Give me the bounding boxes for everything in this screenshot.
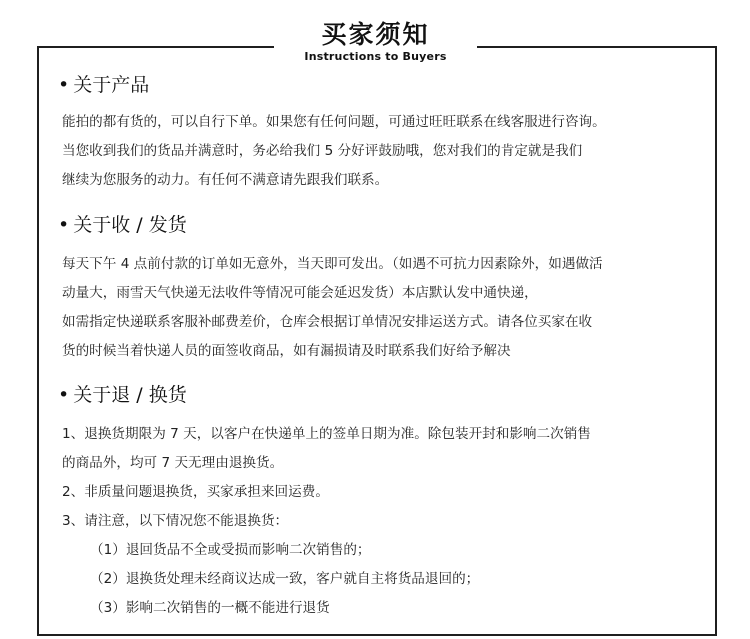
sub-item: （2）退换货处理未经商议达成一致，客户就自主将货品退回的；	[90, 571, 480, 587]
section-heading-shipping	[58, 213, 187, 237]
text-line: 每天下午 4 点前付款的订单如无意外，当天即可发出。（如遇不可抗力因素除外，如遇做活	[62, 256, 603, 272]
bullet-icon: •	[58, 214, 70, 236]
section-body-products	[62, 108, 606, 195]
text-line: 如需指定快递联系客服补邮费差价，仓库会根据订单情况安排运送方式。请各位买家在收	[62, 314, 593, 330]
section-body-returns	[62, 420, 591, 623]
text-line: 能拍的都有货的，可以自行下单。如果您有任何问题，可通过旺旺联系在线客服进行咨询。	[62, 114, 606, 130]
page-title: 买家须知	[321, 20, 430, 49]
sub-item: （3）影响二次销售的一概不能进行退货	[90, 600, 330, 616]
page-subtitle: Instructions to Buyers	[304, 50, 447, 63]
section-heading-returns	[58, 383, 187, 407]
text-line: 继续为您服务的动力。有任何不满意请先跟我们联系。	[62, 172, 389, 188]
text-line: 动量大，雨雪天气快递无法收件等情况可能会延迟发货）本店默认发中通快递，	[62, 285, 538, 301]
page-title-block	[274, 20, 477, 64]
text-line: 2、非质量问题退换货，买家承担来回运费。	[62, 484, 329, 500]
bullet-icon: •	[58, 74, 70, 96]
section-heading-products	[58, 73, 149, 97]
text-line: 3、请注意，以下情况您不能退换货：	[62, 513, 289, 529]
text-line: 货的时候当着快递人员的面签收商品，如有漏损请及时联系我们好给予解决	[62, 343, 511, 359]
bullet-icon: •	[58, 384, 70, 406]
section-heading-label: 关于退 / 换货	[73, 384, 187, 406]
section-body-shipping	[62, 250, 603, 366]
sub-item: （1）退回货品不全或受损而影响二次销售的；	[90, 542, 371, 558]
text-line: 1、退换货期限为 7 天，以客户在快递单上的签单日期为准。除包装开封和影响二次销售	[62, 426, 591, 442]
section-heading-label: 关于收 / 发货	[73, 214, 187, 236]
text-line: 的商品外，均可 7 天无理由退换货。	[62, 455, 284, 471]
section-heading-label: 关于产品	[73, 74, 150, 96]
text-line: 当您收到我们的货品并满意时，务必给我们 5 分好评鼓励哦，您对我们的肯定就是我们	[62, 143, 583, 159]
